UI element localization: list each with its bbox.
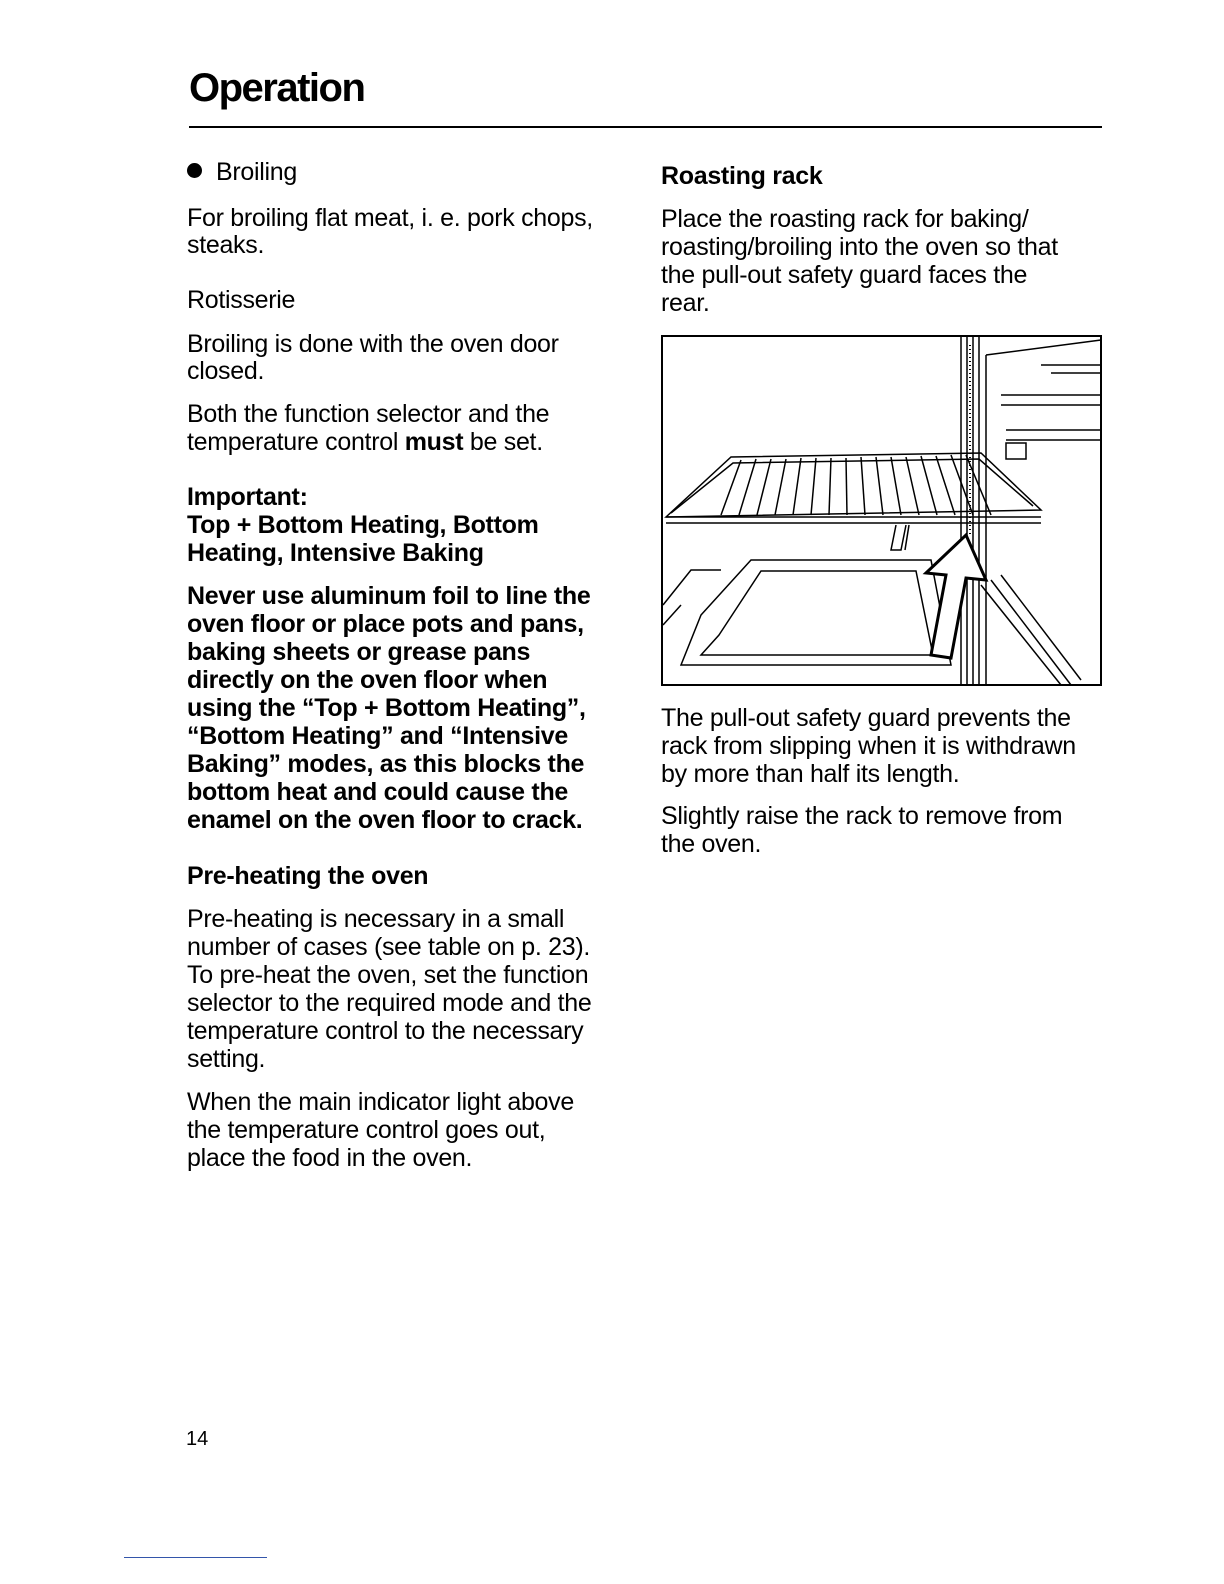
warning-line: Never use aluminum foil to line the bbox=[187, 582, 591, 610]
rack-heading: Roasting rack bbox=[661, 162, 823, 190]
preheat-text-line: number of cases (see table on p. 23). bbox=[187, 933, 591, 961]
oven-rack-illustration bbox=[661, 335, 1102, 686]
warning-line: bottom heat and could cause the bbox=[187, 778, 569, 806]
rotisserie-label: Rotisserie bbox=[187, 286, 296, 314]
indicator-text-line: the temperature control goes out, bbox=[187, 1116, 546, 1144]
rack-text-line: the pull-out safety guard faces the bbox=[661, 261, 1028, 289]
important-heading-line: Top + Bottom Heating, Bottom bbox=[187, 511, 539, 539]
preheat-text-line: temperature control to the necessary bbox=[187, 1017, 584, 1045]
remove-text-line: the oven. bbox=[661, 830, 762, 858]
rack-text-line: rear. bbox=[661, 289, 710, 317]
selector-text-line bbox=[187, 428, 543, 456]
preheat-text-line: To pre-heat the oven, set the function bbox=[187, 961, 589, 989]
warning-line: using the “Top + Bottom Heating”, bbox=[187, 694, 586, 722]
important-heading-line: Heating, Intensive Baking bbox=[187, 539, 484, 567]
door-text-line: closed. bbox=[187, 357, 265, 385]
broiling-item bbox=[187, 158, 297, 186]
preheat-text-line: selector to the required mode and the bbox=[187, 989, 592, 1017]
warning-line: oven floor or place pots and pans, bbox=[187, 610, 584, 638]
preheat-text-line: Pre-heating is necessary in a small bbox=[187, 905, 565, 933]
preheat-heading: Pre-heating the oven bbox=[187, 862, 429, 890]
warning-line: enamel on the oven floor to crack. bbox=[187, 806, 583, 834]
door-text-line: Broiling is done with the oven door bbox=[187, 330, 559, 358]
bullet-icon bbox=[187, 163, 202, 178]
warning-line: baking sheets or grease pans bbox=[187, 638, 531, 666]
important-heading-line: Important: bbox=[187, 483, 308, 511]
broiling-label: Broiling bbox=[216, 158, 297, 186]
rack-text-line: roasting/broiling into the oven so that bbox=[661, 233, 1058, 261]
guard-text-line: The pull-out safety guard prevents the bbox=[661, 704, 1071, 732]
warning-line: Baking” modes, as this blocks the bbox=[187, 750, 585, 778]
selector-text-line: Both the function selector and the bbox=[187, 400, 550, 428]
guard-text-line: by more than half its length. bbox=[661, 760, 960, 788]
title-divider bbox=[189, 126, 1102, 128]
broiling-text-line: steaks. bbox=[187, 231, 265, 259]
selector-text-part: temperature control bbox=[187, 428, 405, 456]
must-emphasis: must bbox=[404, 428, 464, 456]
remove-text-line: Slightly raise the rack to remove from bbox=[661, 802, 1063, 830]
indicator-text-line: place the food in the oven. bbox=[187, 1144, 473, 1172]
indicator-text-line: When the main indicator light above bbox=[187, 1088, 574, 1116]
guard-text-line: rack from slipping when it is withdrawn bbox=[661, 732, 1076, 760]
warning-line: “Bottom Heating” and “Intensive bbox=[187, 722, 569, 750]
footer-line bbox=[124, 1557, 267, 1558]
broiling-text-line: For broiling flat meat, i. e. pork chops, bbox=[187, 204, 593, 232]
page-number: 14 bbox=[186, 1428, 209, 1450]
warning-line: directly on the oven floor when bbox=[187, 666, 548, 694]
page-title: Operation bbox=[189, 66, 365, 110]
rack-text-line: Place the roasting rack for baking/ bbox=[661, 205, 1029, 233]
selector-text-part: be set. bbox=[463, 428, 543, 456]
preheat-text-line: setting. bbox=[187, 1045, 266, 1073]
